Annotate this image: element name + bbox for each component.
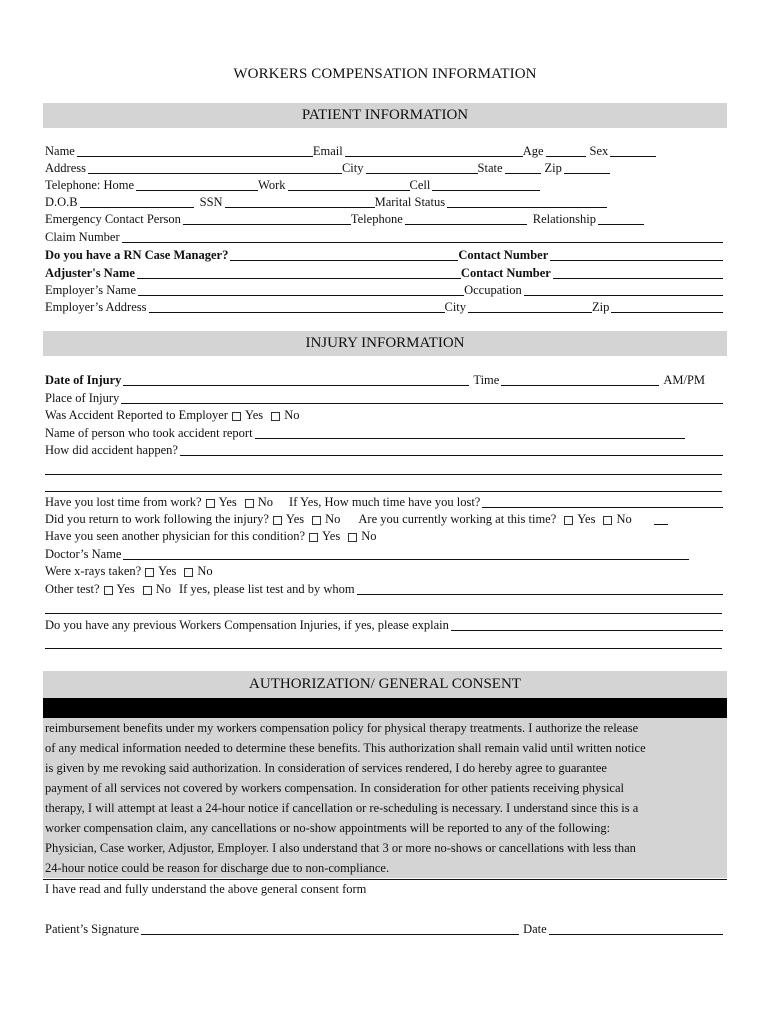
date-of-injury-field[interactable] <box>123 372 469 386</box>
adjuster-name-field[interactable] <box>137 265 461 279</box>
date-label: Date <box>523 922 547 936</box>
contact-number-field[interactable] <box>550 247 723 261</box>
employer-name-label: Employer’s Name <box>45 283 137 297</box>
employer-address-field[interactable] <box>149 299 445 313</box>
section-header-patient: PATIENT INFORMATION <box>43 103 727 128</box>
employer-zip-label: Zip <box>592 300 610 314</box>
state-field[interactable] <box>505 160 541 174</box>
email-field[interactable] <box>345 143 523 157</box>
telephone-home-field[interactable] <box>136 177 258 191</box>
lost-time-no-label: No <box>257 495 274 509</box>
xrays-no-checkbox[interactable] <box>184 568 193 577</box>
row-claim <box>45 228 723 245</box>
how-happen-line-3[interactable] <box>45 491 722 492</box>
employer-address-label: Employer’s Address <box>45 300 147 314</box>
row-how-happen <box>45 441 723 458</box>
consent-divider <box>43 879 727 880</box>
row-adjuster <box>45 264 723 281</box>
work-label: Work <box>258 178 286 192</box>
relationship-label: Relationship <box>532 212 596 226</box>
acknowledge-text: I have read and fully understand the above general consent form <box>45 882 367 896</box>
emergency-telephone-field[interactable] <box>405 211 527 225</box>
section-header-consent: AUTHORIZATION/ GENERAL CONSENT <box>43 671 727 698</box>
date-field[interactable] <box>549 921 723 935</box>
row-emergency <box>45 210 723 227</box>
section-header-injury: INJURY INFORMATION <box>43 331 727 356</box>
lost-time-yes-checkbox[interactable] <box>206 499 215 508</box>
row-accident-reported <box>45 406 723 423</box>
city-label: City <box>341 161 364 175</box>
previous-comp-label: Do you have any previous Workers Compensation Injuries, if yes, please explain <box>45 618 449 632</box>
other-test-yes-label: Yes <box>116 582 135 596</box>
rn-case-manager-field[interactable] <box>230 247 458 261</box>
xrays-yes-label: Yes <box>158 564 177 578</box>
dob-label: D.O.B <box>45 195 78 209</box>
row-lost-time <box>45 493 723 510</box>
employer-city-label: City <box>444 300 467 314</box>
row-who-took-report <box>45 424 723 441</box>
physician-no-label: No <box>361 529 377 543</box>
consent-redaction-bar <box>43 698 727 718</box>
consent-line: 24-hour notice could be reason for discharge due to non-compliance. <box>45 861 390 875</box>
signature-field[interactable] <box>141 921 519 935</box>
row-doctors-name <box>45 545 723 562</box>
contact-number-field-2[interactable] <box>553 265 723 279</box>
sex-field[interactable] <box>610 143 656 157</box>
return-yes-checkbox[interactable] <box>273 516 282 525</box>
emergency-telephone-label: Telephone <box>350 212 403 226</box>
am-pm-label: AM/PM <box>663 373 706 387</box>
list-test-field[interactable] <box>357 581 723 595</box>
consent-line: worker compensation claim, any cancellations or no-show appointments will be reported to any of the following: <box>45 821 611 835</box>
row-xrays <box>45 562 723 579</box>
telephone-home-label: Telephone: Home <box>45 178 135 192</box>
row-employer-address <box>45 298 723 315</box>
consent-line: payment of all services not covered by workers compensation. In consideration for other patients receiving physical <box>45 781 624 795</box>
time-label: Time <box>473 373 500 387</box>
name-field[interactable] <box>77 143 313 157</box>
return-yes-label: Yes <box>285 512 305 526</box>
reported-no-checkbox[interactable] <box>271 412 280 421</box>
xrays-yes-checkbox[interactable] <box>145 568 154 577</box>
employer-city-field[interactable] <box>468 299 592 313</box>
address-field[interactable] <box>88 160 342 174</box>
row-date-of-injury <box>45 371 723 388</box>
currently-working-label: Are you currently working at this time? <box>358 512 557 526</box>
working-yes-label: Yes <box>577 512 596 526</box>
marital-status-field[interactable] <box>447 194 607 208</box>
how-happen-field[interactable] <box>180 442 723 456</box>
contact-number-label-2: Contact Number <box>460 266 551 280</box>
return-to-work-label: Did you return to work following the injury? <box>45 512 269 526</box>
marital-status-label: Marital Status <box>374 195 446 209</box>
working-yes-checkbox[interactable] <box>564 516 573 525</box>
doctors-name-label: Doctor’s Name <box>45 547 122 561</box>
other-test-line-2[interactable] <box>45 613 722 614</box>
who-took-report-field[interactable] <box>255 425 685 439</box>
physician-yes-label: Yes <box>322 529 341 543</box>
employer-zip-field[interactable] <box>611 299 723 313</box>
claim-number-label: Claim Number <box>45 230 120 244</box>
date-of-injury-label: Date of Injury <box>45 373 122 387</box>
row-another-physician <box>45 527 723 544</box>
lost-time-no-checkbox[interactable] <box>245 499 254 508</box>
list-test-label: If yes, please list test and by whom <box>178 582 355 596</box>
row-signature <box>45 920 723 937</box>
row-other-test <box>45 580 723 597</box>
working-no-label: No <box>616 512 632 526</box>
relationship-field[interactable] <box>598 211 644 225</box>
row-place-of-injury <box>45 389 723 406</box>
zip-label: Zip <box>544 161 562 175</box>
row-return-to-work <box>45 510 723 527</box>
previous-comp-field[interactable] <box>451 617 723 631</box>
zip-field[interactable] <box>564 160 610 174</box>
row-rn-case-manager <box>45 246 723 263</box>
other-test-label: Other test? <box>45 582 100 596</box>
other-test-no-label: No <box>155 582 171 596</box>
row-previous-comp <box>45 616 723 633</box>
emergency-contact-label: Emergency Contact Person <box>45 212 181 226</box>
physician-no-checkbox[interactable] <box>348 533 357 542</box>
previous-comp-line-2[interactable] <box>45 648 722 649</box>
emergency-contact-field[interactable] <box>183 211 351 225</box>
adjuster-name-label: Adjuster's Name <box>45 266 135 280</box>
consent-line: is given by me revoking said authorization. In consideration of services rendered, I do hereby agree to guarantee <box>45 761 607 775</box>
other-test-yes-checkbox[interactable] <box>104 586 113 595</box>
occupation-label: Occupation <box>464 283 522 297</box>
signature-label: Patient’s Signature <box>45 922 140 936</box>
age-label: Age <box>522 144 544 158</box>
xrays-label: Were x-rays taken? <box>45 564 142 578</box>
consent-line: therapy, I will attempt at least a 24-hour notice if cancellation or re-scheduling is necessary. I understand since this is a <box>45 801 639 815</box>
row-name <box>45 142 723 159</box>
occupation-field[interactable] <box>524 282 723 296</box>
how-much-time-label: If Yes, How much time have you lost? <box>289 495 481 509</box>
address-label: Address <box>45 161 86 175</box>
dob-field[interactable] <box>80 194 194 208</box>
who-took-report-label: Name of person who took accident report <box>45 426 253 440</box>
reported-yes-label: Yes <box>244 408 264 422</box>
place-of-injury-field[interactable] <box>121 390 723 404</box>
another-physician-label: Have you seen another physician for this condition? <box>45 529 305 543</box>
reported-yes-checkbox[interactable] <box>232 412 241 421</box>
row-telephone <box>45 176 723 193</box>
lost-time-yes-label: Yes <box>218 495 237 509</box>
how-much-time-field[interactable] <box>482 494 723 508</box>
work-phone-field[interactable] <box>288 177 410 191</box>
employer-name-field[interactable] <box>138 282 464 296</box>
how-happen-label: How did accident happen? <box>45 443 178 457</box>
state-label: State <box>477 161 503 175</box>
cell-label: Cell <box>409 178 431 192</box>
how-happen-line-2[interactable] <box>45 474 722 475</box>
contact-number-label: Contact Number <box>458 248 549 262</box>
consent-line: of any medical information needed to determine these benefits. This authorization shall remain valid until written notice <box>45 741 646 755</box>
sex-label: Sex <box>589 144 609 158</box>
row-employer-name <box>45 281 723 298</box>
working-extra-field[interactable] <box>654 511 668 525</box>
working-no-checkbox[interactable] <box>603 516 612 525</box>
time-field[interactable] <box>501 372 659 386</box>
physician-yes-checkbox[interactable] <box>309 533 318 542</box>
email-label: Email <box>312 144 343 158</box>
ssn-label: SSN <box>199 195 223 209</box>
return-no-checkbox[interactable] <box>312 516 321 525</box>
ssn-field[interactable] <box>225 194 375 208</box>
claim-number-field[interactable] <box>122 229 723 243</box>
form-title: WORKERS COMPENSATION INFORMATION <box>233 66 537 82</box>
row-dob <box>45 193 723 210</box>
name-label: Name <box>45 144 75 158</box>
xrays-no-label: No <box>197 564 213 578</box>
place-of-injury-label: Place of Injury <box>45 391 120 405</box>
reported-no-label: No <box>284 408 300 422</box>
consent-line: reimbursement benefits under my workers compensation policy for physical therapy treatments. I authorize the release <box>45 721 639 735</box>
accident-reported-label: Was Accident Reported to Employer <box>45 408 228 422</box>
other-test-no-checkbox[interactable] <box>143 586 152 595</box>
age-field[interactable] <box>546 143 586 157</box>
cell-phone-field[interactable] <box>432 177 540 191</box>
row-address <box>45 159 723 176</box>
city-field[interactable] <box>366 160 478 174</box>
lost-time-label: Have you lost time from work? <box>45 495 202 509</box>
consent-line: Physician, Case worker, Adjustor, Employer. I also understand that 3 or more no-shows or cancellations with less than <box>45 841 636 855</box>
rn-case-manager-label: Do you have a RN Case Manager? <box>45 248 229 262</box>
return-no-label: No <box>325 512 341 526</box>
doctors-name-field[interactable] <box>123 546 689 560</box>
